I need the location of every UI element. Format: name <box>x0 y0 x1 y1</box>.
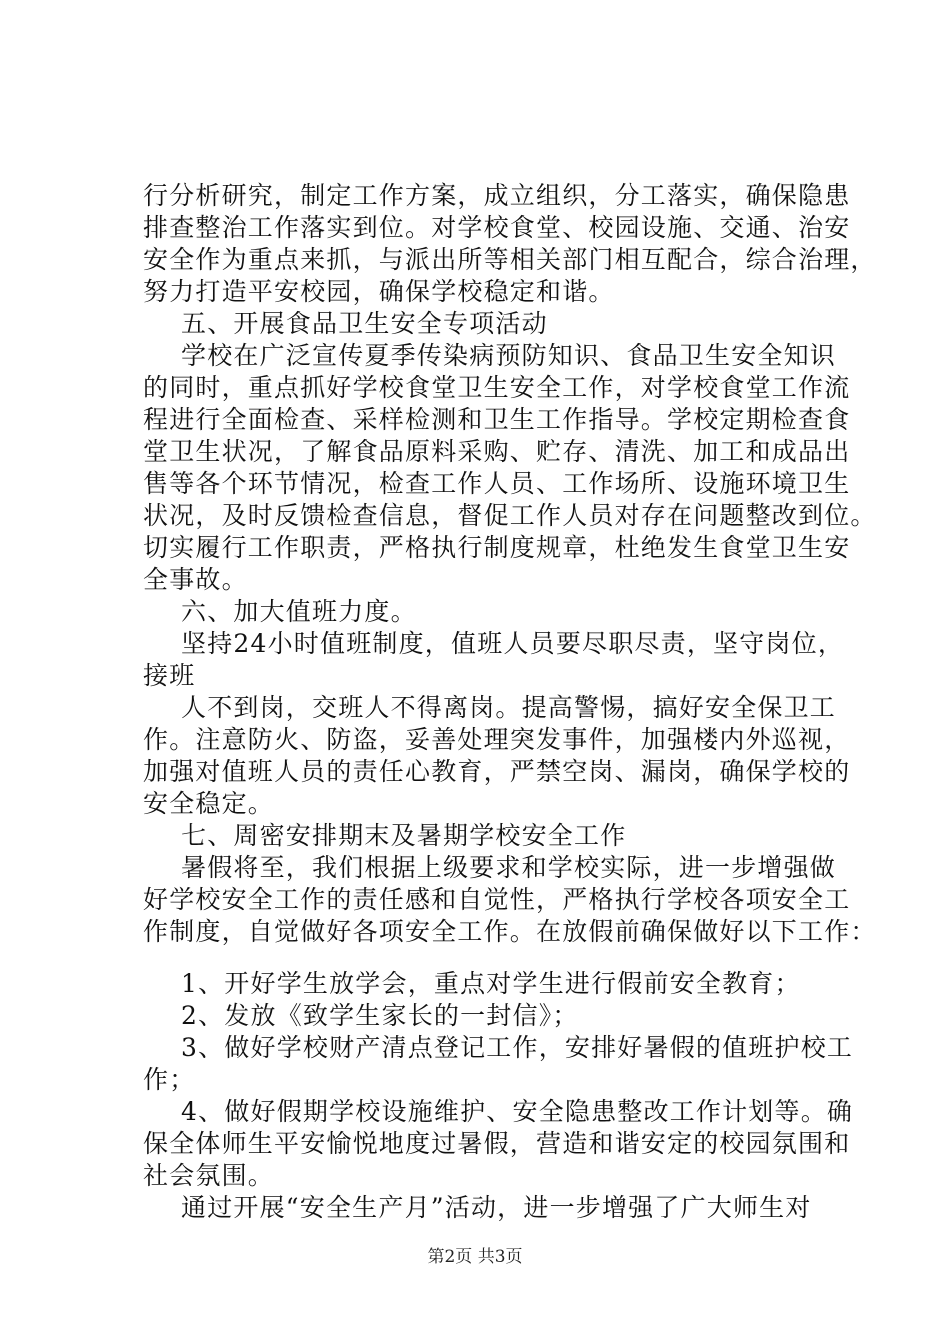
paragraph-line: 加强对值班人员的责任心教育，严禁空岗、漏岗，确保学校的 <box>143 757 851 786</box>
paragraph-line: 堂卫生状况，了解食品原料采购、贮存、清洗、加工和成品出 <box>143 437 851 466</box>
paragraph-line: 安全稳定。 <box>143 789 275 818</box>
section-heading: 六、加大值班力度。 <box>181 597 417 626</box>
paragraph-line: 行分析研究，制定工作方案，成立组织，分工落实，确保隐患 <box>143 181 851 210</box>
paragraph-line: 排查整治工作落实到位。对学校食堂、校园设施、交通、治安 <box>143 213 851 242</box>
list-item: 1、开好学生放学会，重点对学生进行假前安全教育； <box>181 969 801 998</box>
paragraph-line: 作制度，自觉做好各项安全工作。在放假前确保做好以下工作： <box>143 917 877 946</box>
paragraph-line: 人不到岗，交班人不得离岗。提高警惕，搞好安全保卫工 <box>181 693 837 722</box>
paragraph-line: 全事故。 <box>143 565 248 594</box>
page-number-footer: 第2页 共3页 <box>427 1247 523 1267</box>
paragraph-line: 努力打造平安校园，确保学校稳定和谐。 <box>143 277 615 306</box>
paragraph-line: 状况，及时反馈检查信息，督促工作人员对存在问题整改到位。 <box>143 501 877 530</box>
section-heading: 七、周密安排期末及暑期学校安全工作 <box>181 821 627 850</box>
paragraph-line: 坚持24小时值班制度，值班人员要尽职尽责，坚守岗位， <box>181 629 845 658</box>
paragraph-line: 作； <box>143 1065 196 1094</box>
paragraph-line: 作。注意防火、防盗，妥善处理突发事件，加强楼内外巡视， <box>143 725 851 754</box>
paragraph-line: 保全体师生平安愉悦地度过暑假，营造和谐安定的校园氛围和 <box>143 1129 851 1158</box>
paragraph-line: 切实履行工作职责，严格执行制度规章，杜绝发生食堂卫生安 <box>143 533 851 562</box>
section-heading: 五、开展食品卫生安全专项活动 <box>181 309 548 338</box>
paragraph-line: 接班 <box>143 661 196 690</box>
paragraph-line: 通过开展“安全生产月”活动，进一步增强了广大师生对 <box>181 1193 812 1222</box>
paragraph-line: 程进行全面检查、采样检测和卫生工作指导。学校定期检查食 <box>143 405 851 434</box>
list-item: 3、做好学校财产清点登记工作，安排好暑假的值班护校工 <box>181 1033 854 1062</box>
list-item: 4、做好假期学校设施维护、安全隐患整改工作计划等。确 <box>181 1097 854 1126</box>
paragraph-line: 售等各个环节情况，检查工作人员、工作场所、设施环境卫生 <box>143 469 851 498</box>
paragraph-line: 安全作为重点来抓，与派出所等相关部门相互配合，综合治理， <box>143 245 877 274</box>
paragraph-line: 暑假将至，我们根据上级要求和学校实际，进一步增强做 <box>181 853 837 882</box>
paragraph-line: 的同时，重点抓好学校食堂卫生安全工作，对学校食堂工作流 <box>143 373 851 402</box>
list-item: 2、发放《致学生家长的一封信》； <box>181 1001 579 1030</box>
paragraph-line: 社会氛围。 <box>143 1161 275 1190</box>
paragraph-line: 好学校安全工作的责任感和自觉性，严格执行学校各项安全工 <box>143 885 851 914</box>
paragraph-line: 学校在广泛宣传夏季传染病预防知识、食品卫生安全知识 <box>181 341 837 370</box>
